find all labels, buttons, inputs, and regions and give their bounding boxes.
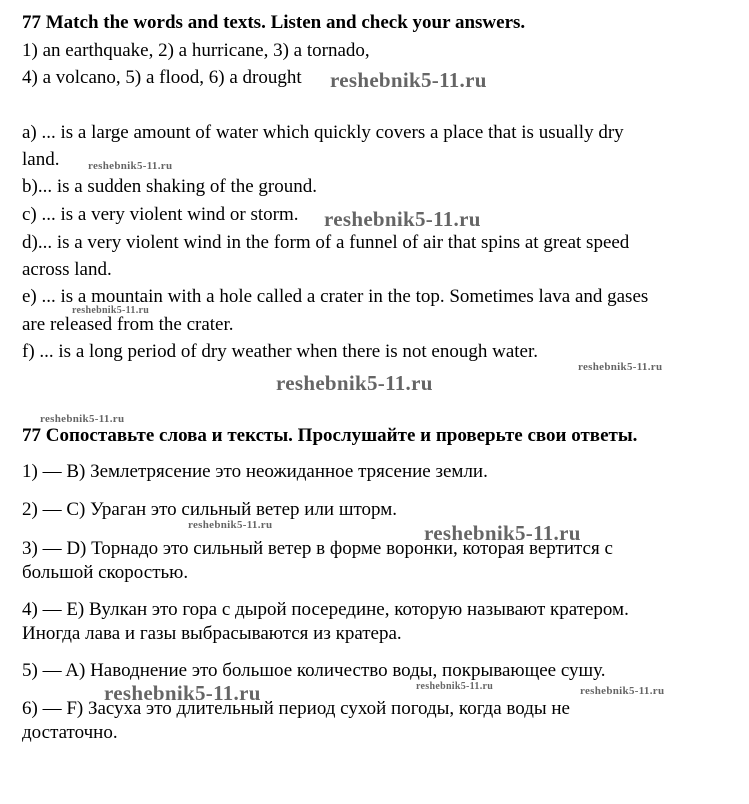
definition-c: c) ... is a very violent wind or storm. [22,204,299,225]
watermark: reshebnik5-11.ru [580,685,665,697]
watermark: reshebnik5-11.ru [416,681,494,692]
definition-b: b)... is a sudden shaking of the ground. [22,176,317,197]
definition-f: f) ... is a long period of dry weather when there is not enough water. [22,341,539,362]
definition-d-line-2: across land. [22,259,112,280]
definition-a-line-1: a) ... is a large amount of water which quickly covers a place that is usually dry [22,122,624,143]
answer-3-line-1: 3) — D) Торнадо это сильный ветер в форме воронки, которая вертится с [22,538,613,559]
watermark: reshebnik5-11.ru [424,521,581,545]
answer-5: 5) — A) Наводнение это большое количество воды, покрывающее сушу. [22,660,606,681]
watermark: reshebnik5-11.ru [72,305,150,316]
answer-4-line-2: Иногда лава и газы выбрасываются из кратера. [22,623,402,644]
watermark: reshebnik5-11.ru [324,207,481,231]
answer-3-line-2: большой скоростью. [22,562,189,583]
words-line-1: 1) an earthquake, 2) a hurricane, 3) a tornado, [22,40,370,61]
answer-1: 1) — B) Землетрясение это неожиданное трясение земли. [22,461,488,482]
watermark: reshebnik5-11.ru [40,413,125,425]
definition-a-line-2: land. [22,149,60,170]
answer-4-line-1: 4) — E) Вулкан это гора с дырой посередине, которую называют кратером. [22,599,629,620]
watermark: reshebnik5-11.ru [88,160,173,172]
definition-d-line-1: d)... is a very violent wind in the form of a funnel of air that spins at great speed [22,232,630,253]
russian-heading: 77 Сопоставьте слова и тексты. Прослушайте и проверьте свои ответы. [22,425,638,446]
watermark: reshebnik5-11.ru [330,68,487,92]
answer-2: 2) — C) Ураган это сильный ветер или шторм. [22,499,398,520]
english-heading: 77 Match the words and texts. Listen and check your answers. [22,12,526,33]
watermark: reshebnik5-11.ru [276,371,433,395]
answer-6-line-1: 6) — F) Засуха это длительный период сухой погоды, когда воды не [22,698,570,719]
watermark: reshebnik5-11.ru [188,519,273,531]
watermark: reshebnik5-11.ru [578,361,663,373]
words-line-2: 4) a volcano, 5) a flood, 6) a drought [22,67,302,88]
answer-6-line-2: достаточно. [22,722,118,743]
watermark: reshebnik5-11.ru [104,681,261,705]
definition-e-line-2: are released from the crater. [22,314,234,335]
definition-e-line-1: e) ... is a mountain with a hole called a crater in the top. Sometimes lava and gases [22,286,649,307]
